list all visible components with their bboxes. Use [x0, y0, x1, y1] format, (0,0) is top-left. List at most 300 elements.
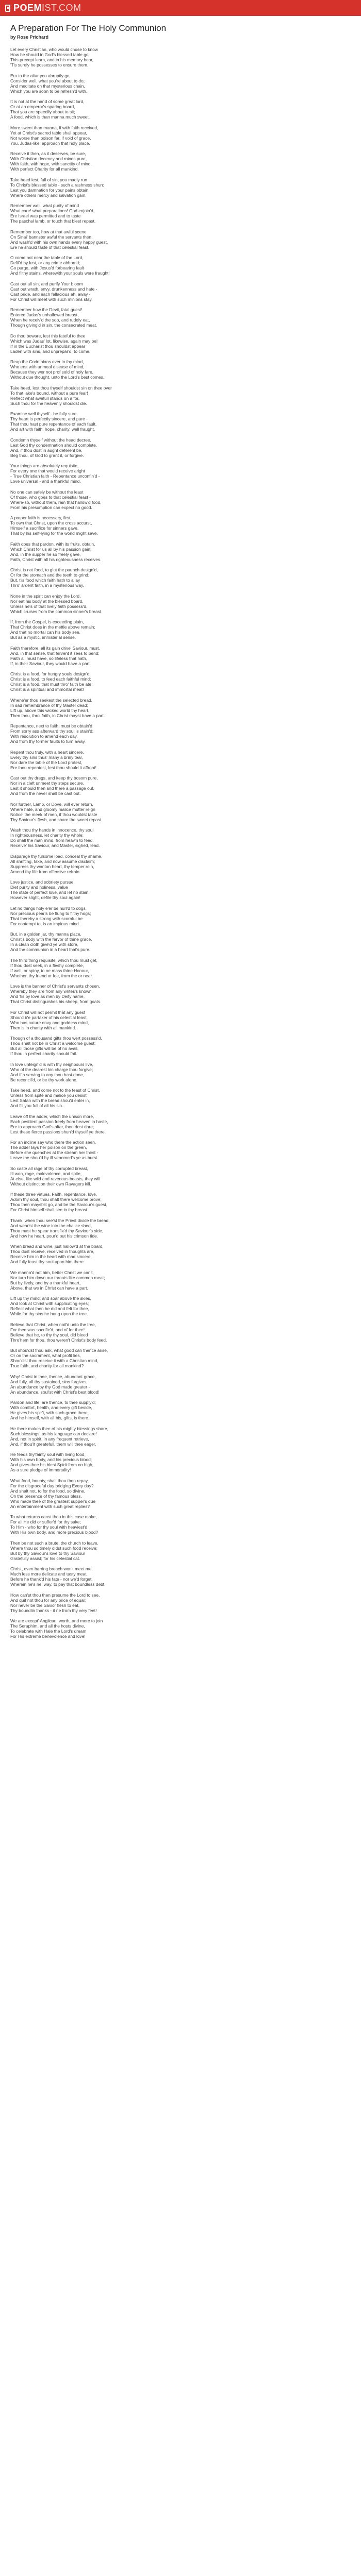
stanza [10, 1218, 351, 1239]
stanza [10, 567, 351, 588]
poem-line: Lift up, above this wicked world thy heart, [10, 707, 90, 713]
poem-line: That Christ distinguishes his sheep, from goats. [10, 999, 102, 1004]
poem-line: Christ is a food, for hungry souls design'd; [10, 671, 91, 676]
poem-line: With perfect Charity for all mankind. [10, 166, 79, 172]
poem-line: Reflect what awefull stands on a for, [10, 395, 80, 401]
poem-line: Where hate, and gloomy malice mutter reign [10, 806, 95, 812]
poem-line: If thou in perfect charity should fail. [10, 1051, 77, 1056]
poem-line: Thro' ardent faith, in a mysterious way. [10, 583, 84, 588]
stanza [10, 1244, 351, 1264]
stanza [10, 1114, 351, 1134]
poem-line: Remember too, how at that awful scene [10, 229, 87, 234]
stanza [10, 463, 351, 484]
poem-line: Consider well, what you're about to do; [10, 78, 85, 83]
poem-line: Pardon and life, are thence, to thee supply'd; [10, 1400, 96, 1405]
poem-line: Thro'hem for thou, thou weren't Christ's body feed. [10, 1337, 107, 1343]
poem-line: Lest these fierce passions shun'd thyself ye there. [10, 1129, 106, 1134]
stanza [10, 1348, 351, 1368]
poem-line: And, not in spirit, in any frequent retrieve, [10, 1436, 89, 1442]
poem-line: Be reconcil'd, or be thy work alone. [10, 1077, 78, 1082]
poem-line: At else, like wild and ravenous beasts, they will [10, 1176, 101, 1181]
poem-line: Nor eat his body at the blessed board, [10, 598, 84, 604]
poem-line: Love is the banner of Christ's servants chosen, [10, 984, 100, 989]
poem-title: A Preparation For The Holy Communion [10, 23, 167, 33]
poem-line: Nor further, Lamb, or Dove, will ever return, [10, 801, 93, 807]
poem-line: And wash'd with his own hands every happy guest, [10, 239, 108, 245]
poem-line: No one can safely be without the least [10, 489, 84, 495]
poem-line: Yet at Christ's sacred table shall appear, [10, 130, 87, 135]
poem-content [0, 16, 361, 1639]
poem-line: And gives thee his blest Spirit from on high, [10, 1462, 94, 1467]
poem-line: How can'st thou then presume the Lord to see, [10, 1592, 100, 1598]
poem-line: None in the spirit can enjoy the Lord, [10, 593, 81, 599]
poem-line: Diet purity and holiness, value [10, 885, 68, 890]
stanza [10, 541, 351, 562]
poem-line: An abundance, soul'st with Christ's best blood! [10, 1389, 100, 1395]
poem-line: And meditate on that mysterious chain, [10, 83, 85, 89]
poem-line: Though of a thousand gifts thou wert possess'd, [10, 1036, 102, 1041]
poem-line: Lest Satan with the bread shou'd enter in, [10, 1098, 90, 1103]
poem-line: Cast pride, and each fallacious ah, away - [10, 291, 91, 297]
poem-line: Which Christ for us all by his passion gain; [10, 546, 92, 552]
poem-line: When he receiv'd the sop, and rudely eat, [10, 317, 90, 323]
poemist-logo-icon [5, 5, 10, 12]
poem-line: Reflect what then he did and felt for thee, [10, 1306, 89, 1311]
poem-line: Repentance, next to faith, must be obtain'd [10, 723, 92, 728]
poem-line: We manna'd not him, better Christ we can't, [10, 1269, 94, 1275]
stanza [10, 931, 351, 952]
poem-line: In a clean cloth give'd ye with store, [10, 942, 78, 947]
poem-line: Examine well thyself - be fully sure [10, 411, 77, 416]
poem-line: Love justice, and sobriety pursue, [10, 879, 75, 885]
poem-line: Remember how the Devil, fatal guest! [10, 307, 83, 312]
poem-line: Thank, when thou see'st the Priest divide the bread, [10, 1217, 110, 1223]
poem-line: When bread and wine, just hallow'd at the board, [10, 1244, 104, 1249]
poem-line: Do thou beware, lest this fateful to thee [10, 333, 86, 338]
poem-line: Lest it should then and there a passage out, [10, 786, 94, 791]
poem-line: With Christian decency and minds pure, [10, 156, 87, 161]
poem-line: Ere to approach God's altar, thou dost dare; [10, 1124, 94, 1129]
stanza [10, 854, 351, 874]
poem-line: For every one that would receive aright [10, 468, 85, 473]
poem-line: That thou hast pure repentance of each fault, [10, 421, 97, 427]
poem-line: Or at an emperor's sparing board, [10, 104, 75, 109]
poem-line: For Christ will meet with such minions stay. [10, 296, 93, 302]
poem-line: As a sure pledge of immortality! [10, 1467, 71, 1472]
poem-line: In love unfeign'd is with thy neighbours live, [10, 1061, 93, 1067]
stanza [10, 177, 351, 198]
poem-line: Love universal - and a thankful mind. [10, 479, 81, 484]
stanza [10, 333, 351, 354]
poem-line: Let no things holy e'er be hurl'd to dogs, [10, 905, 87, 911]
stanza [10, 73, 351, 94]
poem-line: With His own body, and more precious blood? [10, 1530, 99, 1535]
logo-suffix: IST.COM [42, 3, 81, 13]
poem-line: With his own body, and his precious blood; [10, 1457, 92, 1462]
poem-line: That Christ does in the mettle above remain; [10, 624, 95, 630]
poem-line: Without distinction their own Ravagers kill. [10, 1181, 91, 1187]
poem-line: Without due thought, unto the Lord's best comes. [10, 375, 105, 380]
poem-line: You, Judas-like, approach that holy place. [10, 140, 90, 146]
poem-line: If in the Eucharist thou shouldst appear [10, 343, 86, 349]
poem-line: Whether, thy friend or foe, from the or near. [10, 973, 93, 978]
stanza [10, 827, 351, 848]
stanza [10, 99, 351, 120]
poem-line: Ere he should taste of that celestial feast. [10, 244, 90, 250]
poem-line: And he himself, with all his, gifts, is there. [10, 1415, 90, 1420]
poem-line: Shou'd'st thou receive it with a Christian mind, [10, 1358, 99, 1363]
poem-line: Because they wer not prof sold of holy fare, [10, 369, 94, 375]
poem-line: Take heed, and come not to the feast of Christ, [10, 1088, 100, 1093]
poem-line: Where others mercy and salvation gain. [10, 192, 87, 198]
stanza [10, 125, 351, 146]
poem-line: Christ is a food, that must thro' faith be ate; [10, 682, 93, 687]
poem-line: Wash thou thy hands in innocence, thy soul [10, 827, 94, 833]
poem-line: - True Christian faith - Repentance unconfin'd - [10, 473, 100, 479]
poem-line: That by his self-lying for the world might save. [10, 531, 98, 536]
stanza [10, 151, 351, 172]
poem-line: Amend thy life from offensive refrain. [10, 869, 81, 874]
poem-line: He there makes thee of his mighty blessings share, [10, 1426, 108, 1431]
poem-line: And shalt not, to for the food, so divine, [10, 1488, 86, 1494]
poem-line: Take heed, lest thou thyself shouldst sin on thee over [10, 385, 112, 391]
stanza [10, 646, 351, 666]
poem-line: Unless from spite and malice you desist; [10, 1093, 88, 1098]
stanza [10, 489, 351, 510]
site-logo[interactable] [5, 3, 81, 13]
poem-line: Gratefully assist; for his celestial cat. [10, 1555, 80, 1561]
stanza [10, 1514, 351, 1535]
poem-line: And that no mortal can his body see, [10, 630, 80, 635]
stanza [10, 698, 351, 718]
poem-line: Whereby they are from any writes's known, [10, 989, 93, 994]
poem-line: Cast out thy dregs, and keep thy bosom pure, [10, 775, 98, 781]
poem-line: What care! what preparations! God enjoin'd, [10, 208, 95, 213]
poem-line: Thou then mayst'st go, and be the Saviour's guest, [10, 1202, 108, 1207]
stanza [10, 1478, 351, 1509]
poem-line: Where-so, without them, rain that hallow'd food, [10, 499, 102, 505]
poem-line: And wear'st the wine into the chalice shed, [10, 1223, 92, 1228]
stanza [10, 1452, 351, 1472]
poem-line: And look at Christ with supplicating eyes; [10, 1301, 89, 1306]
poem-line: To own that Christ, upon the cross accurst, [10, 520, 92, 526]
poem-line: To celebrate with Hale the Lord's dream [10, 1629, 87, 1634]
poem-line: Entered Judas's unhallowed breast, [10, 312, 79, 317]
poem-line: Thy boundlin thanks - it ne from thy very feet! [10, 1607, 97, 1613]
poem-line: Ere Israel was permitted and to taste [10, 213, 81, 218]
poem-line: Such blessings, as his language can declare! [10, 1431, 97, 1436]
poem-line: Unless he's of that lively faith possess'd, [10, 603, 88, 609]
stanza [10, 879, 351, 900]
poem-line: Wherein he's ne, way, to pay that boundless debt. [10, 1582, 106, 1587]
poem-line: Thy heart is perfectly sincere, and pure - [10, 416, 88, 421]
stanza [10, 229, 351, 250]
poem-line: O come not near the table of the Lord, [10, 255, 84, 260]
stanza [10, 1062, 351, 1082]
poem-line: A proper faith is necessary, first, [10, 515, 72, 520]
poem-line: Laden with sins, and unprepar'd, to come. [10, 348, 91, 354]
logo-prefix: POEM [13, 3, 42, 13]
poem-author: by Rose Prichard [10, 35, 49, 40]
poem-line: Notice' the meek of men, if thou wouldst taste [10, 811, 97, 817]
stanza [10, 1192, 351, 1212]
poem-line: The paschal lamb, or touch that blest repast. [10, 218, 96, 224]
poem-line: Ill-won, rage, malevolence, and spite, [10, 1171, 82, 1176]
poem-line: An abundance by thy God made greater - [10, 1384, 90, 1389]
poem-line: How he should in God's blessed table go; [10, 52, 90, 57]
poem-line: Christ is a food, to feed each faithful mind; [10, 676, 91, 682]
poem-line: Christ is a spiritual and immortal meat! [10, 687, 84, 692]
stanza [10, 619, 351, 640]
poem-line: And art with faith, hope, charity, well fraught. [10, 427, 95, 432]
stanza [10, 1400, 351, 1420]
poem-line: We are except' Anglican, worth, and more to join [10, 1618, 103, 1623]
poem-line: Nor precious pearls be flung to filthy hogs; [10, 910, 91, 916]
poem-line: Adorn thy soul, thou shalt there welcome prove; [10, 1197, 102, 1202]
poem-line: The state of perfect love, and let no stain, [10, 890, 90, 895]
poem-line: Lest you damnation for your pains obtain, [10, 187, 90, 193]
poem-body [10, 47, 351, 1639]
poem-line: Nor dare the table of the Lord protest, [10, 759, 83, 765]
poem-line: But, in a golden jar, thy manna place, [10, 931, 81, 937]
poem-line: Faith all must have, so lifeless that hath, [10, 655, 87, 661]
stanza [10, 1566, 351, 1587]
stanza [10, 1088, 351, 1108]
stanza [10, 1296, 351, 1316]
poem-line: Believe that he, to thy thy soul, did bleed [10, 1332, 88, 1337]
poem-line: Receive him in the heart with mad sincere, [10, 1254, 92, 1259]
poem-line: And, if thou dost in aught deferent be, [10, 447, 83, 453]
poem-line: For contempt to, is an impious mind. [10, 921, 80, 926]
poem-line: Believe that Christ, when nail'd unto the tree, [10, 1321, 96, 1327]
stanza [10, 723, 351, 744]
poem-line: Which was Judas' lot, likewise, again may be! [10, 338, 98, 344]
stanza [10, 1036, 351, 1056]
poem-line: Ere thou repentest, lest thou should it affront! [10, 765, 96, 770]
poem-line: The adder lays her poison on the green, [10, 1145, 87, 1150]
poem-line: But shou'dst thou ask, what good can thence arise, [10, 1348, 108, 1353]
poem-line: On the presence of thy famous bless, [10, 1493, 82, 1499]
poem-line: Leave off the adder, which the unison more, [10, 1113, 94, 1119]
poem-line: Faith, Christ with all his righteousness receives. [10, 556, 102, 562]
poem-line: And, in that sense, that fervent it sees to bend; [10, 650, 100, 656]
poem-line: And if a serving to any thou hast done, [10, 1072, 84, 1077]
poem-line: And from the never shall be cast out. [10, 791, 81, 796]
poem-line: Each pestilent passion freely from heaven in haste, [10, 1118, 108, 1124]
poem-line: Beg thou, of God to grant it, or forgive. [10, 452, 84, 458]
poem-line: Condemn thyself without the head decree, [10, 437, 91, 443]
poem-line: Or for the stomach and the teeth to grind; [10, 572, 90, 578]
poem-line: More sweet than manna, if with faith received, [10, 125, 99, 130]
poem-line: Nor in a cleft unmeet thy steps secure, [10, 781, 84, 786]
poem-line: Himself a sacrifice for sinners gave, [10, 526, 79, 531]
poem-line: To what returns canst thou in this case make, [10, 1514, 97, 1519]
poem-line: Where thou so timely didst such food receive; [10, 1545, 97, 1551]
poem-line: All shrifting, take, and now assume disclaim; [10, 858, 95, 864]
stanza [10, 1374, 351, 1395]
poem-line: Do shall the man mind, from heav'n to feed, [10, 838, 94, 843]
poem-line: To Christ's blessed table - such a rashness shun: [10, 182, 104, 188]
poem-line: Then is in charity with all mankind. [10, 1025, 76, 1030]
poem-line: Era to the altar you abruptly go, [10, 73, 71, 78]
poem-line: Thy Saviour's flesh, and share the sweet repast. [10, 817, 103, 822]
poem-line: Who erst with unmeal disease of mind, [10, 364, 85, 369]
poem-line: Who of the dearest kin charge thou forgive; [10, 1066, 93, 1072]
poem-line: But as a mystic, immaterial sense. [10, 635, 76, 640]
poem-line: Which cruises from the common sinner's breast. [10, 608, 103, 614]
poem-line: Then be not such a brute, the church to leave, [10, 1540, 99, 1546]
poem-line: And, if thou'lt greatefull, them will thee eager. [10, 1441, 96, 1447]
poem-line: True faith, and charity for all mankind? [10, 1363, 84, 1368]
poem-line: What food, bounty, shalt thou then repay, [10, 1478, 89, 1483]
poem-line: Thou dost receive, received in thoughts are, [10, 1249, 94, 1254]
poem-line: Though giving'd in sin, the consecrated meat. [10, 323, 97, 328]
poem-line: But by lively, and by a thankful heart, [10, 1280, 81, 1285]
poem-line: 'Tis surely he possesses to ensure them. [10, 62, 89, 67]
poem-line: Lift up thy mind, and soar above the skies, [10, 1296, 91, 1301]
poem-line: A food, which is than manna much sweet. [10, 114, 90, 120]
poem-line: Before he thank'd his fate - nor we'd forget, [10, 1577, 93, 1582]
poem-line: While for thy sins he hung upon the tree. [10, 1311, 88, 1316]
poem-line: Thou mast he spear transfix'd thy Saviour's side, [10, 1228, 104, 1233]
poem-line: Faith therefore, all its gain drive' Saviour, must, [10, 645, 100, 651]
stanza [10, 411, 351, 432]
poem-line: Nor turn him down our throats like common meat; [10, 1275, 105, 1280]
poem-line: With faith, with hope, with sanctity of mind, [10, 161, 92, 166]
stanza [10, 1166, 351, 1187]
poem-line: And fully, all thy sustained, sins forgives; [10, 1379, 88, 1384]
poem-line: And fully feast thy soul upon him there. [10, 1259, 85, 1264]
stanza [10, 750, 351, 770]
poem-line: That thereby a strong with scornful be [10, 916, 83, 921]
poem-line: It is not at the hand of some great lord, [10, 99, 85, 104]
poem-line: He feeds thy'fainty soul with living food, [10, 1452, 86, 1457]
poem-line: This precept learn, and in his memory bear, [10, 57, 94, 62]
poem-line: Faith does that pardon, with its fruits, obtain, [10, 541, 95, 547]
poem-line: Take heed lest, full of sin, you madly run [10, 177, 87, 182]
poem-line: Of those, who goes to that celestial feast - [10, 494, 91, 500]
poem-line: If, in their Saviour, they would have a part. [10, 660, 91, 666]
poem-line: If these three virtues, Faith, repentance, love, [10, 1192, 97, 1197]
poem-line: The third thing requisite, which thou must get, [10, 957, 97, 963]
poem-line: Or on the sacrament, what profit lies, [10, 1353, 81, 1358]
poem-line: Thou shalt not be in Christ a welcome guest; [10, 1041, 96, 1046]
stanza [10, 1140, 351, 1160]
poem-line: Receive' his Saviour, and Master, sighed, lead. [10, 843, 100, 848]
stanza [10, 385, 351, 406]
stanza [10, 1322, 351, 1343]
poem-line: Your things are absolutely requisite, [10, 463, 79, 468]
poem-line: To that lake's bound, without a pure fear! [10, 390, 88, 396]
poem-line: With resolution to amend each day, [10, 734, 78, 739]
poem-line: Every thy sins thus' many a briny tear, [10, 754, 83, 760]
poem-line: In righteousness, let charity thy whole: [10, 833, 84, 838]
stanza [10, 802, 351, 822]
poem-line: Go purge, with Jesus'd forbearing fault [10, 265, 85, 270]
poem-line: Christ's body with the fervor of thine grace, [10, 937, 92, 942]
stanza [10, 1618, 351, 1639]
poem-line: Above, that we in Christ can have a part. [10, 1285, 88, 1291]
stanza [10, 1592, 351, 1613]
poem-line: And fill you full of all his sin. [10, 1103, 63, 1108]
poem-line: If thou dost seek, in a fleshy complete, [10, 962, 84, 968]
poem-line: Reap the Corinthians ever in thy mind, [10, 359, 84, 364]
stanza [10, 984, 351, 1004]
poem-line: For the disgraceful day bridging Every day? [10, 1483, 94, 1488]
stanza [10, 255, 351, 276]
poem-line: He gives his spir't, with such grace there, [10, 1410, 89, 1415]
poem-line: So caste all rage of thy corrupted breast, [10, 1165, 88, 1171]
poem-line: For Christ himself shall see in thy breast. [10, 1207, 89, 1212]
poem-line: Then thou, thro' faith, in Christ mayst have a part. [10, 713, 105, 718]
poem-line: Leave the shou'd by ill venomed's ye as burst. [10, 1155, 99, 1160]
poem-line: Who made thee of the greatest supper's due [10, 1498, 96, 1504]
stanza [10, 1540, 351, 1561]
poem-line: Let every Christian, who would chuse to know [10, 47, 98, 52]
stanza [10, 203, 351, 224]
poem-line: For thee was sacrific'd, and of for thee! [10, 1327, 85, 1332]
poem-line: For His extreme benevolence and love! [10, 1634, 86, 1639]
stanza [10, 307, 351, 328]
stanza [10, 281, 351, 302]
poem-line: And how he heart, pour'd out his crimson tide. [10, 1233, 99, 1239]
poem-line: However slight, defile thy soul again! [10, 895, 80, 900]
stanza [10, 359, 351, 380]
poem-line: For all He did or suffer'd for thy sake; [10, 1519, 81, 1524]
stanza [10, 671, 351, 692]
poem-line: But all those gifts will be of no avail, [10, 1046, 79, 1051]
poem-line: Before she quenches at the stream her thirst - [10, 1150, 99, 1155]
poem-line: Whene'er thou seekest the selected bread, [10, 697, 92, 703]
poem-line: Such thou for the heavenly shouldst die. [10, 400, 87, 406]
poem-line: Receive it then, as it deserves, be sure, [10, 151, 86, 156]
poem-line: Remember well, what purity of mind [10, 203, 79, 208]
poem-line: From his presumption can expect no good. [10, 504, 92, 510]
poem-line: The Seraphim, and all the hosts divine, [10, 1623, 85, 1629]
stanza [10, 515, 351, 536]
poem-line: But, t'is food which faith hath to allay [10, 578, 80, 583]
site-header [0, 0, 361, 16]
stanza [10, 906, 351, 926]
poem-line: Cast out all sin, and purify Your bloom [10, 281, 83, 286]
poem-line: Nor never be the Savior flesh to eat, [10, 1602, 80, 1608]
poem-line: If well, or spiny, to ne mass thine Honour, [10, 968, 89, 973]
poem-line: Why! Christ in thee, thence, abundant grace, [10, 1374, 96, 1379]
poem-line: Suppress thy wanton heart, thy temper rein, [10, 863, 94, 869]
poem-line: Disparage thy fulsome load, conceal thy shame, [10, 853, 103, 859]
poem-line: Which you are soon to be refresh'd with. [10, 88, 88, 94]
poem-line: Cast out wrath, envy, drunkenness and hate - [10, 286, 97, 292]
poem-line: For Christ will not permit that any guest [10, 1009, 86, 1015]
poem-line: Much less more delicate and tasty meat, [10, 1571, 88, 1577]
poem-line: An entertainment with such great replies? [10, 1503, 90, 1509]
poem-line: And from thy former faults to turn away. [10, 739, 86, 744]
poem-line: For an incline say who there the action seen, [10, 1140, 96, 1145]
poem-line: And filthy stains, wherewith your souls were fraught! [10, 270, 110, 276]
poem-line: On Sinai' bannster awful the servants then, [10, 234, 93, 240]
poem-line: Lest God thy condemnation should complete, [10, 442, 97, 448]
poem-line: To Him - who for thy soul with heaviest'd [10, 1524, 88, 1530]
stanza [10, 437, 351, 458]
stanza [10, 1270, 351, 1291]
stanza [10, 594, 351, 614]
stanza [10, 775, 351, 796]
poem-line: Christ, even barring breach won't meet me, [10, 1566, 93, 1571]
poem-line: And the communion in a heart that's pure. [10, 947, 91, 952]
poem-line: Repent thou truly, with a heart sincere, [10, 749, 84, 755]
poem-line: That you are speedily about to sit; [10, 109, 75, 114]
poem-line: Who has nature envy and goddess mind, [10, 1020, 89, 1025]
